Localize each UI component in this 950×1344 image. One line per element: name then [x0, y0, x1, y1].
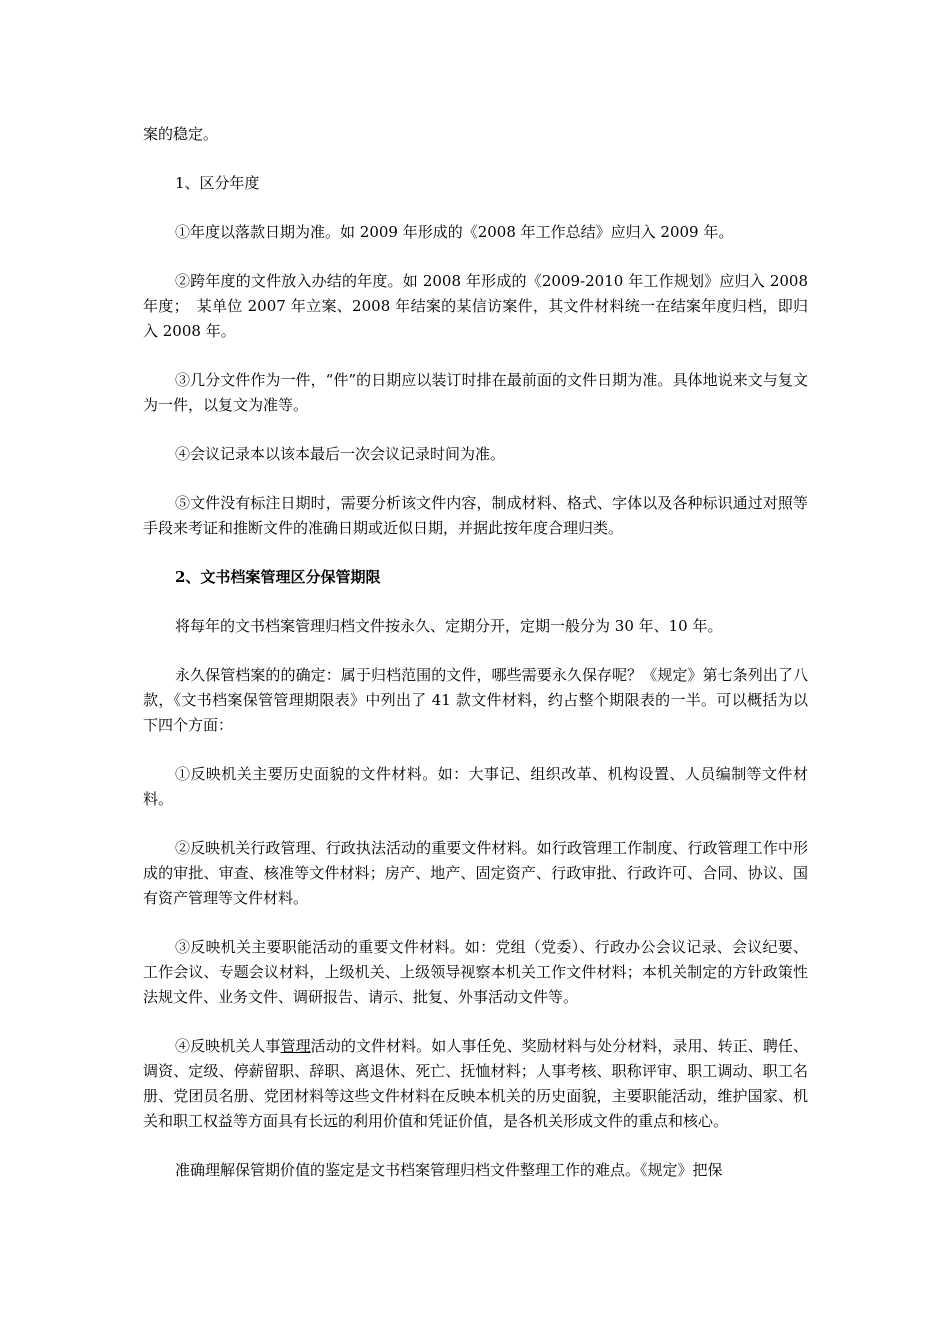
section-subheading-distinguish-year: 1、区分年度 [175, 174, 260, 192]
paragraph-continuation: 案的稳定。 [143, 125, 219, 143]
paragraph-retention-split: 将每年的文书档案管理归档文件按永久、定期分开，定期一般分为 30 年、10 年。 [175, 617, 723, 635]
underlined-term-management: 管理 [280, 1037, 311, 1055]
paragraph-permanent-item-1: ①反映机关主要历史面貌的文件材料。如：大事记、组织改革、机构设置、人员编制等文件材料。 [143, 765, 808, 808]
paragraph-rule-5: ⑤文件没有标注日期时，需要分析该文件内容，制成材料、格式、字体以及各种标识通过对照等手段来考证和推断文件的准确日期或近似日期，并据此按年度合理归类。 [143, 494, 808, 537]
paragraph-rule-1: ①年度以落款日期为准。如 2009 年形成的《2008 年工作总结》应归入 2009 年。 [175, 223, 734, 241]
paragraph-permanent-item-4 [143, 1034, 808, 1134]
paragraph-rule-3: ③几分文件作为一件，“件”的日期应以装订时排在最前面的文件日期为准。具体地说来文与复文为一件，以复文为准等。 [143, 371, 808, 414]
section-heading-retention-period: 2、文书档案管理区分保管期限 [175, 568, 381, 586]
paragraph-permanent-item-2: ②反映机关行政管理、行政执法活动的重要文件材料。如行政管理工作制度、行政管理工作中形成的审批、审查、核准等文件材料；房产、地产、固定资产、行政审批、行政许可、合同、协议、国有资产管理等文件材料。 [143, 839, 808, 907]
paragraph-permanent-determination: 永久保管档案的的确定：属于归档范围的文件，哪些需要永久保存呢？《规定》第七条列出了八款，《文书档案保管管理期限表》中列出了 41 款文件材料，约占整个期限表的一半。可以概括为以下四个方面： [143, 666, 808, 734]
paragraph-permanent-item-3: ③反映机关主要职能活动的重要文件材料。如：党组（党委）、行政办公会议记录、会议纪要、工作会议、专题会议材料，上级机关、上级领导视察本机关工作文件材料；本机关制定的方针政策性法规文件、业务文件、调研报告、请示、批复、外事活动文件等。 [143, 938, 808, 1006]
paragraph-appraisal-difficulty: 准确理解保管期价值的鉴定是文书档案管理归档文件整理工作的难点。《规定》把保 [175, 1161, 723, 1179]
paragraph-item-4-lead: ④反映机关人事 [175, 1037, 281, 1055]
paragraph-rule-4: ④会议记录本以该本最后一次会议记录时间为准。 [175, 445, 506, 463]
paragraph-rule-2: ②跨年度的文件放入办结的年度。如 2008 年形成的《2009-2010 年工作规划》应归入 2008 年度； 某单位 2007 年立案、2008 年结案的某信访案件，其文件材料统一在结案年度归档，即归入 2008 年。 [143, 272, 808, 340]
document-body [143, 122, 808, 1207]
paragraph-item-4-rest: 活动的文件材料。如人事任免、奖励材料与处分材料，录用、转正、聘任、调资、定级、停薪留职、辞职、离退休、死亡、抚恤材料；人事考核、职称评审、职工调动、职工名册、党团员名册、党团材料等这些文件材料在反映本机关的历史面貌，主要职能活动，维护国家、机关和职工权益等方面具有长远的利用价值和凭证价值，是各机关形成文件的重点和核心。 [143, 1037, 808, 1130]
